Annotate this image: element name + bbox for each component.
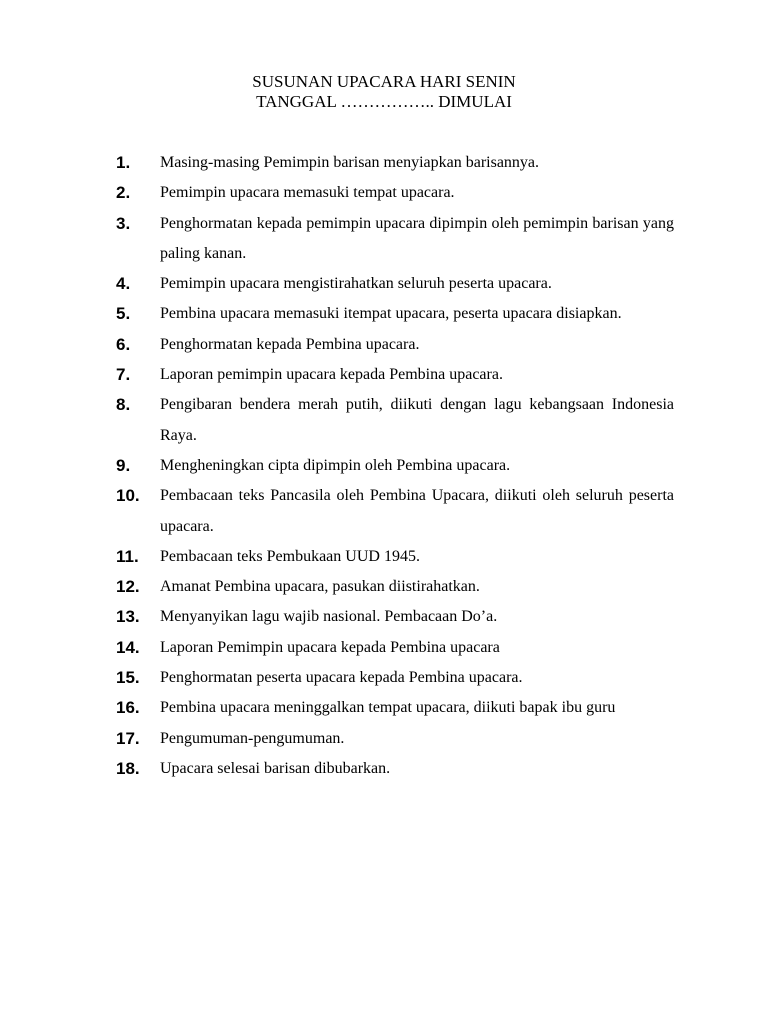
document-title: SUSUNAN UPACARA HARI SENIN — [252, 72, 516, 91]
list-item-number: 17. — [116, 728, 140, 748]
list-item — [0, 754, 768, 784]
list-item-text: Pemimpin upacara memasuki tempat upacara. — [160, 184, 455, 202]
list-item-text: Menyanyikan lagu wajib nasional. Pembacaan Do’a. — [160, 608, 498, 626]
list-item-number: 4. — [116, 274, 131, 294]
list-item — [0, 360, 768, 390]
list-item-text: Pembina upacara meninggalkan tempat upacara, diikuti bapak ibu guru — [160, 699, 616, 717]
list-item-text: Laporan pemimpin upacara kepada Pembina upacara. — [160, 366, 503, 384]
list-item-number: 16. — [116, 698, 140, 718]
list-item-number: 11. — [116, 546, 139, 566]
list-item-text: Upacara selesai barisan dibubarkan. — [160, 759, 391, 777]
document-subtitle: TANGGAL …………….. DIMULAI — [256, 92, 512, 111]
list-item-text: Penghormatan kepada Pembina upacara. — [160, 335, 420, 353]
list-item-number: 12. — [116, 577, 140, 597]
list-item-text: Laporan Pemimpin upacara kepada Pembina upacara — [160, 638, 500, 656]
list-item — [0, 602, 768, 632]
list-item — [0, 269, 768, 299]
list-item — [0, 299, 768, 329]
list-item — [0, 451, 768, 481]
list-item-number: 2. — [116, 183, 131, 203]
list-item — [0, 572, 768, 602]
list-item — [0, 330, 768, 360]
list-item-text: Amanat Pembina upacara, pasukan diistirahatkan. — [160, 578, 480, 596]
list-item-number: 1. — [116, 153, 131, 172]
list-item — [0, 693, 768, 723]
list-item-text: Pemimpin upacara mengistirahatkan seluruh peserta upacara. — [160, 275, 552, 293]
list-item-text: Pengibaran bendera merah putih, diikuti dengan lagu kebangsaan Indonesia Raya. — [160, 396, 674, 444]
list-item-number: 14. — [116, 637, 140, 657]
list-item-number: 18. — [116, 758, 140, 778]
list-item-number: 8. — [116, 395, 131, 415]
list-item — [0, 148, 768, 178]
list-item-number: 13. — [116, 607, 140, 627]
list-item — [0, 633, 768, 663]
list-item — [0, 209, 768, 270]
list-item-number: 10. — [116, 486, 140, 506]
list-item — [0, 178, 768, 208]
list-item-number: 3. — [116, 213, 131, 233]
list-item-number: 6. — [116, 334, 131, 354]
list-item-text: Mengheningkan cipta dipimpin oleh Pembina upacara. — [160, 456, 511, 474]
list-item — [0, 663, 768, 693]
list-item — [0, 724, 768, 754]
list-item-text: Pembina upacara memasuki itempat upacara, peserta upacara disiapkan. — [160, 305, 622, 323]
list-item-text: Pengumuman-pengumuman. — [160, 729, 345, 747]
list-item — [0, 542, 768, 572]
list-item-text: Pembacaan teks Pembukaan UUD 1945. — [160, 547, 420, 565]
list-item-text: Penghormatan peserta upacara kepada Pembina upacara. — [160, 669, 523, 687]
list-item-text: Masing-masing Pemimpin barisan menyiapkan barisannya. — [160, 154, 540, 171]
list-item-number: 9. — [116, 455, 131, 475]
list-item-text: Pembacaan teks Pancasila oleh Pembina Upacara, diikuti oleh seluruh peserta upacara. — [160, 487, 674, 535]
list-item-number: 5. — [116, 304, 131, 324]
list-item — [0, 390, 768, 451]
list-item-number: 7. — [116, 365, 131, 385]
ceremony-steps-list — [0, 148, 768, 784]
list-item-text: Penghormatan kepada pemimpin upacara dipimpin oleh pemimpin barisan yang paling kanan. — [160, 214, 674, 262]
list-item — [0, 481, 768, 542]
list-item-number: 15. — [116, 668, 140, 688]
